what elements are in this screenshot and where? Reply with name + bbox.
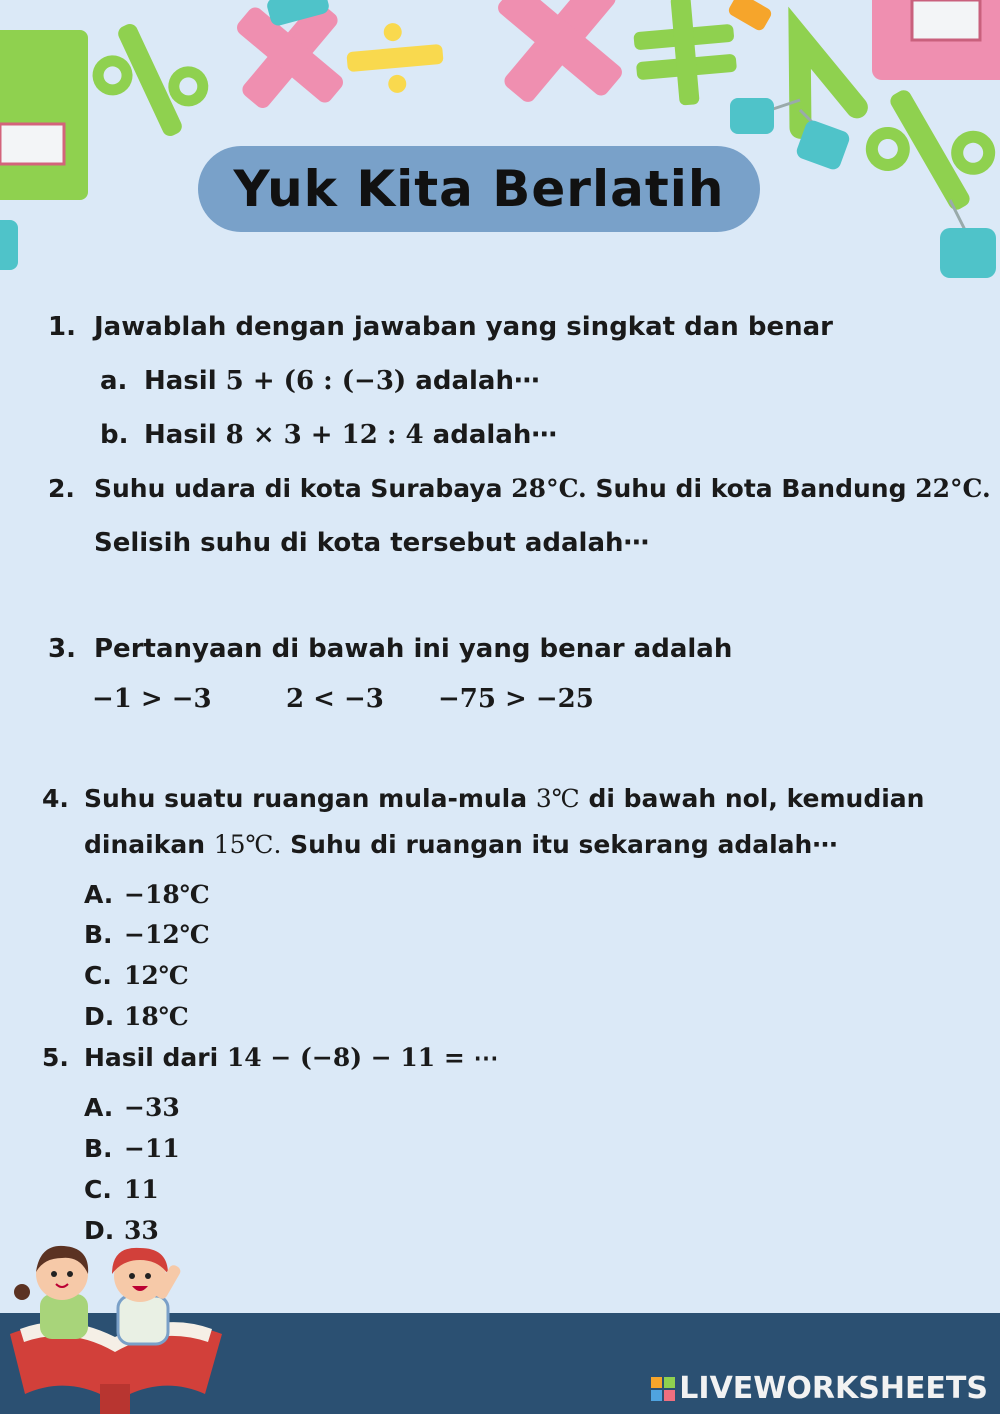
question-number: 4. (42, 784, 69, 813)
question-text: Suhu udara di kota Surabaya (94, 474, 503, 503)
option-label: D. (84, 1002, 115, 1031)
question-1b (100, 420, 557, 450)
question-number: 1. (48, 312, 76, 342)
question-4 (42, 784, 924, 814)
option-label: A. (84, 1093, 114, 1122)
q3-option-3: −75 > −25 (438, 684, 594, 714)
question-1 (48, 312, 833, 342)
question-text: Suhu suatu ruangan mula-mula (84, 784, 528, 813)
q5-option-a[interactable] (84, 1093, 180, 1123)
option-value: 18℃ (124, 1002, 189, 1031)
q3-option-1: −1 > −3 (92, 684, 212, 714)
sub-text: Hasil (144, 366, 217, 396)
q5-option-c[interactable] (84, 1175, 159, 1205)
option-value: 33 (124, 1216, 159, 1245)
question-2 (48, 474, 991, 504)
question-text: Jawablah dengan jawaban yang singkat dan benar (94, 312, 833, 342)
question-1a (100, 366, 540, 396)
q4-option-d[interactable] (84, 1002, 189, 1032)
option-value: −12℃ (124, 920, 210, 949)
page-title: Yuk Kita Berlatih (233, 160, 725, 218)
math-expression: 15℃. (213, 830, 282, 859)
divide-icon (344, 19, 446, 97)
kids-reading-book-icon (0, 1234, 240, 1414)
option-value: −11 (124, 1134, 180, 1163)
q4-option-b[interactable] (84, 920, 210, 950)
q5-option-b[interactable] (84, 1134, 180, 1164)
question-number: 3. (48, 634, 76, 664)
option-label: C. (84, 1175, 112, 1204)
option-label: B. (84, 1134, 113, 1163)
option-value: 11 (124, 1175, 159, 1204)
q3-option-2: 2 < −3 (286, 684, 384, 714)
math-expression: 3℃ (535, 784, 580, 813)
option-value: −18℃ (124, 880, 210, 909)
percent-icon-2 (847, 64, 1000, 236)
math-expression: 8 × 3 + 12 : 4 (225, 420, 424, 450)
question-text: di bawah nol, kemudian (588, 784, 925, 813)
liveworksheets-icon (651, 1377, 675, 1401)
sub-text: Hasil (144, 420, 217, 450)
sub-label: a. (100, 366, 128, 396)
math-expression: 28°C. (511, 474, 587, 503)
brand-text: LIVEWORKSHEETS (679, 1371, 988, 1406)
question-number: 2. (48, 474, 75, 503)
option-value: 12℃ (124, 961, 189, 990)
sub-text: adalah⋯ (432, 420, 558, 450)
question-2-line2: Selisih suhu di kota tersebut adalah⋯ (94, 528, 650, 558)
percent-icon (78, 4, 223, 157)
math-expression: 22°C. (915, 474, 991, 503)
question-text: dinaikan (84, 830, 205, 859)
multiply-icon-2 (461, 0, 658, 139)
option-label: A. (84, 880, 114, 909)
greater-than-icon (771, 27, 856, 127)
green-book-icon (0, 30, 88, 200)
q4-option-a[interactable] (84, 880, 210, 910)
question-number: 5. (42, 1043, 69, 1072)
option-label: B. (84, 920, 113, 949)
question-3 (48, 634, 732, 664)
question-5 (42, 1043, 499, 1073)
sub-text: adalah⋯ (415, 366, 540, 396)
option-label: D. (84, 1216, 115, 1245)
not-equal-icon (630, 0, 739, 109)
option-value: −33 (124, 1093, 180, 1122)
question-text: Pertanyaan di bawah ini yang benar adalah (94, 634, 733, 664)
liveworksheets-logo[interactable] (651, 1371, 988, 1406)
q4-option-c[interactable] (84, 961, 189, 991)
pink-book-icon (872, 0, 1000, 80)
title-banner (198, 146, 760, 232)
option-label: C. (84, 961, 112, 990)
math-expression: 5 + (6 : (−3) (225, 366, 407, 396)
question-text: Hasil dari (84, 1043, 219, 1072)
question-4-line2 (84, 830, 837, 860)
question-text: Suhu di kota Bandung (595, 474, 907, 503)
sub-label: b. (100, 420, 129, 450)
math-expression: 14 − (−8) − 11 = ⋯ (226, 1043, 499, 1072)
question-text: Suhu di ruangan itu sekarang adalah⋯ (290, 830, 838, 859)
